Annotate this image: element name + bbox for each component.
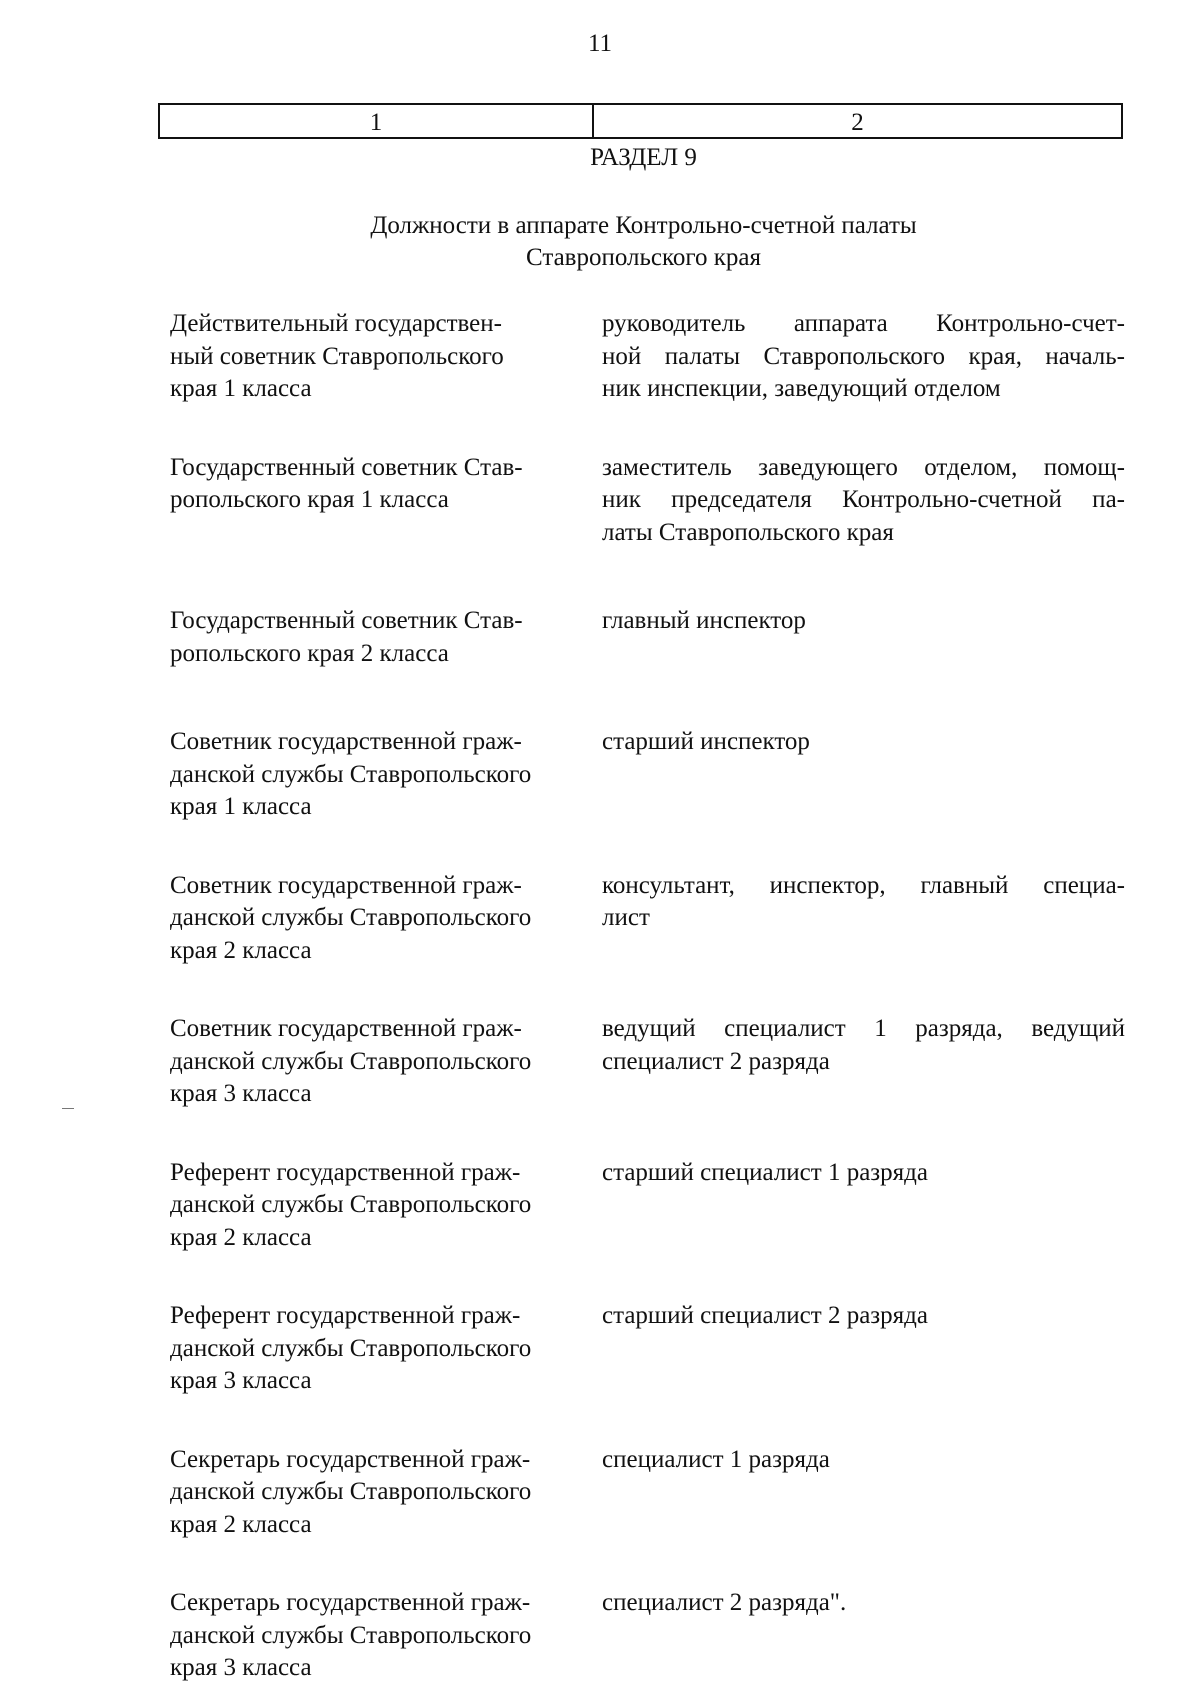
position-titles-line: ник инспекции, заведующий отделом	[602, 375, 1001, 402]
position-titles-line: специалист 2 разряда	[602, 1047, 830, 1075]
class-rank-line: края 3 класса	[170, 1654, 312, 1681]
class-rank-line: Государственный советник Став-	[170, 607, 523, 634]
class-rank	[170, 308, 602, 406]
margin-mark	[62, 1108, 74, 1109]
position-titles	[602, 1444, 1125, 1477]
position-titles-line: латы Ставропольского края	[602, 518, 894, 546]
class-rank-line: Советник государственной граж-	[170, 871, 522, 899]
class-rank-line: данской службы Ставропольского	[170, 1621, 532, 1649]
position-titles-line: старший инспектор	[602, 728, 810, 755]
class-rank	[170, 1300, 602, 1398]
class-rank	[170, 605, 602, 670]
position-titles-line: старший специалист 2 разряда	[602, 1302, 928, 1329]
class-rank-line: края 3 класса	[170, 1080, 312, 1107]
header-column-2: 2	[851, 109, 864, 136]
position-row	[170, 870, 1125, 968]
position-titles	[602, 1300, 1125, 1333]
class-rank-line: данской службы Ставропольского	[170, 1191, 532, 1218]
class-rank-line: Референт государственной граж-	[170, 1158, 521, 1186]
position-titles-line: лист	[602, 904, 650, 931]
position-row	[170, 1444, 1125, 1542]
class-rank-line: ный советник Ставропольского	[170, 342, 504, 370]
class-rank-line: Секретарь государственной граж-	[170, 1445, 531, 1473]
position-titles	[602, 870, 1125, 935]
class-rank-line: Советник государственной граж-	[170, 1015, 522, 1042]
class-rank-line: данской службы Ставропольского	[170, 904, 532, 931]
class-rank-line: края 3 класса	[170, 1367, 312, 1394]
position-titles-line: специалист 2 разряда".	[602, 1589, 847, 1616]
position-row	[170, 452, 1125, 550]
position-row	[170, 726, 1125, 824]
class-rank	[170, 726, 602, 824]
class-rank-line: края 2 класса	[170, 1223, 312, 1251]
position-row	[170, 1013, 1125, 1111]
position-titles-line: специалист 1 разряда	[602, 1445, 830, 1473]
column-number-header-table	[158, 103, 1123, 139]
class-rank	[170, 870, 602, 968]
class-rank	[170, 1013, 602, 1111]
position-titles-line: консультант, инспектор, главный специа-	[602, 871, 1125, 899]
class-rank-line: данской службы Ставропольского	[170, 760, 532, 788]
class-rank	[170, 1587, 602, 1685]
position-row	[170, 1157, 1125, 1255]
section-title: РАЗДЕЛ 9	[590, 144, 697, 171]
class-rank-line: данской службы Ставропольского	[170, 1334, 532, 1362]
position-row	[170, 1300, 1125, 1398]
section-subtitle-line-1: Должности в аппарате Контрольно-счетной палаты	[370, 212, 917, 239]
position-titles-line: старший специалист 1 разряда	[602, 1158, 928, 1186]
position-titles	[602, 1013, 1125, 1078]
class-rank-line: края 2 класса	[170, 1510, 312, 1538]
class-rank	[170, 1157, 602, 1255]
position-row	[170, 308, 1125, 406]
class-rank	[170, 452, 602, 517]
position-titles	[602, 605, 1125, 638]
class-rank-line: ропольского края 2 класса	[170, 639, 449, 667]
positions-list	[170, 308, 1125, 1685]
class-rank-line: края 2 класса	[170, 936, 312, 964]
class-rank-line: Секретарь государственной граж-	[170, 1589, 531, 1616]
page-number: 11	[587, 30, 613, 57]
class-rank-line: данской службы Ставропольского	[170, 1478, 532, 1505]
section-subtitle-line-2: Ставропольского края	[526, 244, 761, 271]
class-rank-line: Референт государственной граж-	[170, 1302, 521, 1329]
position-titles-line: ной палаты Ставропольского края, началь-	[602, 342, 1125, 370]
section-subtitle	[0, 210, 1200, 274]
header-column-1: 1	[160, 105, 594, 137]
position-titles-line: руководитель аппарата Контрольно-счет-	[602, 310, 1125, 337]
position-titles	[602, 1587, 1125, 1620]
position-row	[170, 1587, 1125, 1685]
position-titles-line: ник председателя Контрольно-счетной па-	[602, 486, 1125, 513]
position-titles	[602, 452, 1125, 550]
position-row	[170, 605, 1125, 670]
class-rank-line: Советник государственной граж-	[170, 728, 522, 755]
position-titles-line: ведущий специалист 1 разряда, ведущий	[602, 1015, 1125, 1042]
class-rank-line: Действительный государствен-	[170, 310, 502, 337]
class-rank-line: данской службы Ставропольского	[170, 1047, 532, 1075]
class-rank-line: края 1 класса	[170, 375, 312, 402]
position-titles-line: главный инспектор	[602, 607, 806, 634]
class-rank-line: края 1 класса	[170, 793, 312, 820]
class-rank-line: Государственный советник Став-	[170, 453, 523, 481]
position-titles	[602, 308, 1125, 406]
position-titles-line: заместитель заведующего отделом, помощ-	[602, 453, 1125, 481]
class-rank	[170, 1444, 602, 1542]
class-rank-line: ропольского края 1 класса	[170, 486, 449, 513]
position-titles	[602, 1157, 1125, 1190]
position-titles	[602, 726, 1125, 759]
